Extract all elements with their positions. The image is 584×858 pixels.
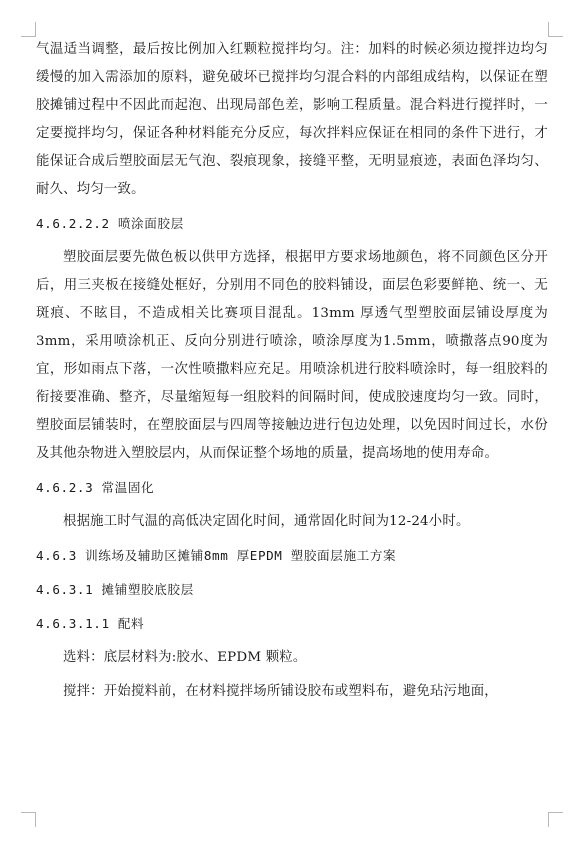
paragraph-spray-procedure: 塑胶面层要先做色板以供甲方选择，根据甲方要求场地颜色，将不同颜色区分开后，用三夹板在接缝处框好，分别用不同色的胶料铺设，面层色彩要鲜艳、统一、无斑痕、不眩目，不造成相关比赛项目混乱。13mm 厚透气型塑胶面层铺设厚度为3mm，采用喷涂机正、反向分别进行喷涂，喷涂厚度为1.5mm，喷撒落点90度为宜，形如雨点下落，一次性喷撒料应充足。用喷涂机进行胶料喷涂时，每一组胶料的衔接要准确、整齐，尽量缩短每一组胶料的间隔时间，使成胶速度均匀一致。同时，塑胶面层铺装时，在塑胶面层与四周等接触边进行包边处理，以免因时间过长，水份及其他杂物进入塑胶层内，从而保证整个场地的质量，提高场地的使用寿命。	[36, 250, 548, 461]
paragraph-mixing-notes: 气温适当调整，最后按比例加入红颗粒搅拌均匀。注：加料的时候必须边搅拌边均匀缓慢的加入需添加的原料，避免破坏已搅拌均匀混合料的内部组成结构，以保证在塑胶摊铺过程中不因此而起泡、出现局部色差，影响工程质量。混合料进行搅拌时，一定要搅拌均匀，保证各种材料能充分反应，每次拌料应保证在相同的条件下进行，才能保证合成后塑胶面层无气泡、裂痕现象，接缝平整，无明显痕迹，表面色泽均匀、耐久、均匀一致。	[36, 42, 548, 197]
section-heading-spray-top-layer: 4.6.2.2.2 喷涂面胶层	[36, 216, 184, 231]
document-body	[36, 36, 548, 712]
section-heading-batching: 4.6.3.1.1 配料	[36, 616, 145, 631]
crop-mark-bottom-right	[548, 812, 563, 827]
paragraph-material-selection: 选料：底层材料为:胶水、EPDM 颗粒。	[63, 650, 307, 665]
section-heading-curing: 4.6.2.3 常温固化	[36, 480, 155, 495]
section-heading-base-layer: 4.6.3.1 摊铺塑胶底胶层	[36, 582, 194, 597]
crop-mark-top-left	[21, 22, 36, 37]
paragraph-stirring: 搅拌：开始搅料前，在材料搅拌场所铺设胶布或塑料布，避免玷污地面，	[63, 684, 498, 699]
paragraph-curing-time: 根据施工时气温的高低决定固化时间，通常固化时间为12-24小时。	[63, 514, 470, 529]
crop-mark-bottom-left	[21, 812, 36, 827]
crop-mark-top-right	[548, 22, 563, 37]
section-heading-epdm-plan: 4.6.3 训练场及辅助区摊铺8mm 厚EPDM 塑胶面层施工方案	[36, 548, 397, 563]
